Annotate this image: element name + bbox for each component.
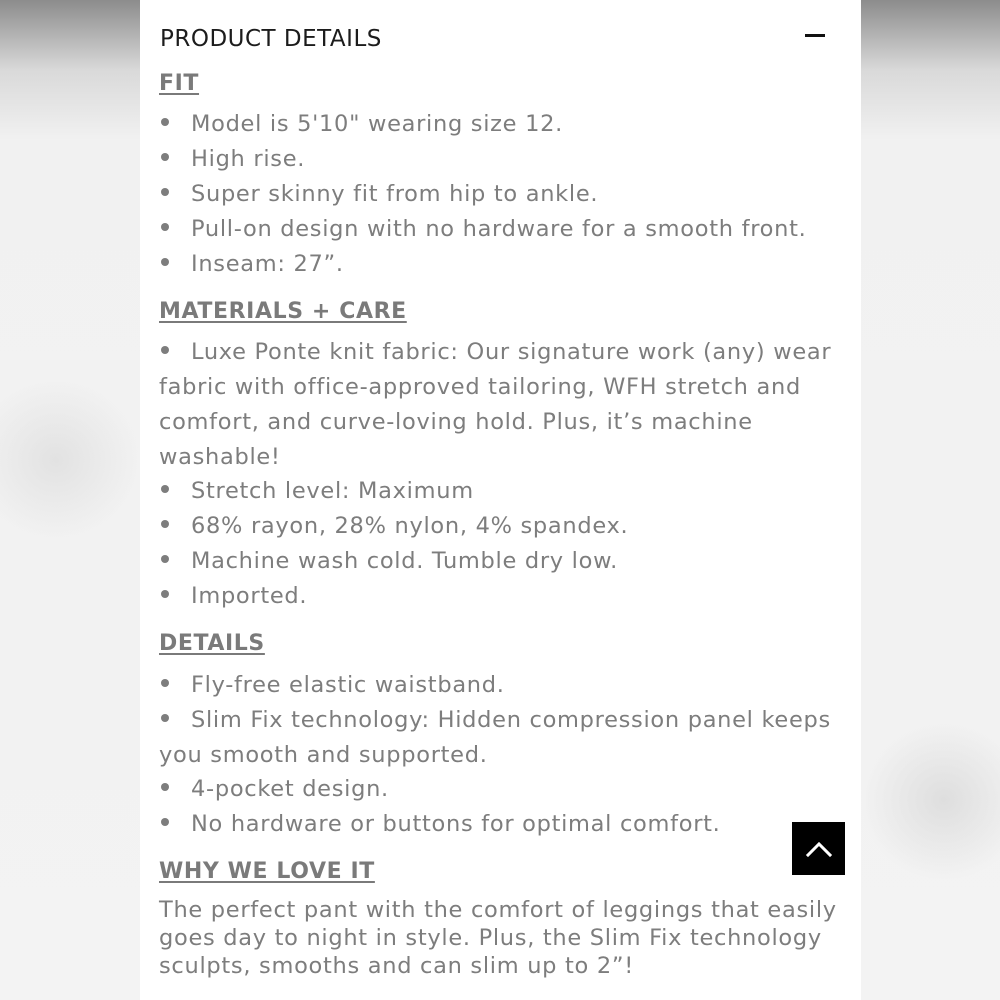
list-item bbox=[159, 548, 618, 574]
list-item-text: Imported. bbox=[191, 583, 308, 609]
bullet-icon bbox=[161, 783, 169, 791]
bullet-icon bbox=[161, 153, 169, 161]
bullet-icon bbox=[161, 714, 169, 722]
chevron-up-icon bbox=[805, 840, 833, 858]
bullet-icon bbox=[161, 346, 169, 354]
list-item-text: Inseam: 27”. bbox=[191, 251, 344, 277]
list-item bbox=[159, 339, 831, 365]
bullet-icon bbox=[161, 679, 169, 687]
list-item-text: Super skinny fit from hip to ankle. bbox=[191, 181, 599, 207]
bullet-icon bbox=[161, 485, 169, 493]
section-heading-materials-care: MATERIALS + CARE bbox=[159, 299, 407, 324]
list-item bbox=[159, 146, 305, 172]
list-item bbox=[159, 111, 563, 137]
list-item bbox=[159, 216, 806, 242]
list-item bbox=[159, 707, 831, 733]
bullet-icon bbox=[161, 188, 169, 196]
list-item bbox=[159, 672, 505, 698]
product-details-title[interactable]: PRODUCT DETAILS bbox=[160, 26, 382, 52]
list-item-text: Slim Fix technology: Hidden compression panel keeps bbox=[191, 707, 831, 733]
minus-icon[interactable] bbox=[805, 34, 825, 37]
list-item-text: Machine wash cold. Tumble dry low. bbox=[191, 548, 618, 574]
list-item-text: Model is 5'10" wearing size 12. bbox=[191, 111, 563, 137]
paragraph-line: The perfect pant with the comfort of leggings that easily bbox=[159, 897, 837, 923]
list-item-text: Stretch level: Maximum bbox=[191, 478, 474, 504]
list-item-text: Fly-free elastic waistband. bbox=[191, 672, 505, 698]
list-item bbox=[159, 776, 389, 802]
paragraph-line: goes day to night in style. Plus, the Slim Fix technology bbox=[159, 925, 822, 951]
bullet-icon bbox=[161, 258, 169, 266]
list-item-text: Luxe Ponte knit fabric: Our signature work (any) wear bbox=[191, 339, 832, 365]
list-item-text: Pull-on design with no hardware for a smooth front. bbox=[191, 216, 807, 242]
list-item bbox=[159, 513, 628, 539]
list-item-continuation: comfort, and curve-loving hold. Plus, it’s machine bbox=[159, 409, 753, 435]
product-details-panel bbox=[140, 0, 861, 1000]
back-to-top-button[interactable] bbox=[792, 822, 845, 875]
list-item bbox=[159, 811, 721, 837]
list-item-continuation: you smooth and supported. bbox=[159, 742, 488, 768]
list-item bbox=[159, 251, 344, 277]
section-heading-why-we-love-it: WHY WE LOVE IT bbox=[159, 859, 375, 884]
section-heading-fit: FIT bbox=[159, 71, 200, 96]
bullet-icon bbox=[161, 818, 169, 826]
section-heading-details: DETAILS bbox=[159, 631, 265, 656]
list-item bbox=[159, 181, 598, 207]
bullet-icon bbox=[161, 223, 169, 231]
bullet-icon bbox=[161, 520, 169, 528]
background-glow-right bbox=[860, 720, 1000, 880]
paragraph-line: sculpts, smooths and can slim up to 2”! bbox=[159, 953, 634, 979]
list-item-text: High rise. bbox=[191, 146, 306, 172]
list-item bbox=[159, 478, 474, 504]
list-item bbox=[159, 583, 307, 609]
list-item-continuation: fabric with office-approved tailoring, WFH stretch and bbox=[159, 374, 801, 400]
list-item-text: 68% rayon, 28% nylon, 4% spandex. bbox=[191, 513, 629, 539]
list-item-text: 4-pocket design. bbox=[191, 776, 389, 802]
bullet-icon bbox=[161, 118, 169, 126]
bullet-icon bbox=[161, 590, 169, 598]
background-glow-left bbox=[0, 380, 140, 540]
list-item-text: No hardware or buttons for optimal comfort. bbox=[191, 811, 721, 837]
bullet-icon bbox=[161, 555, 169, 563]
list-item-continuation: washable! bbox=[159, 444, 281, 470]
